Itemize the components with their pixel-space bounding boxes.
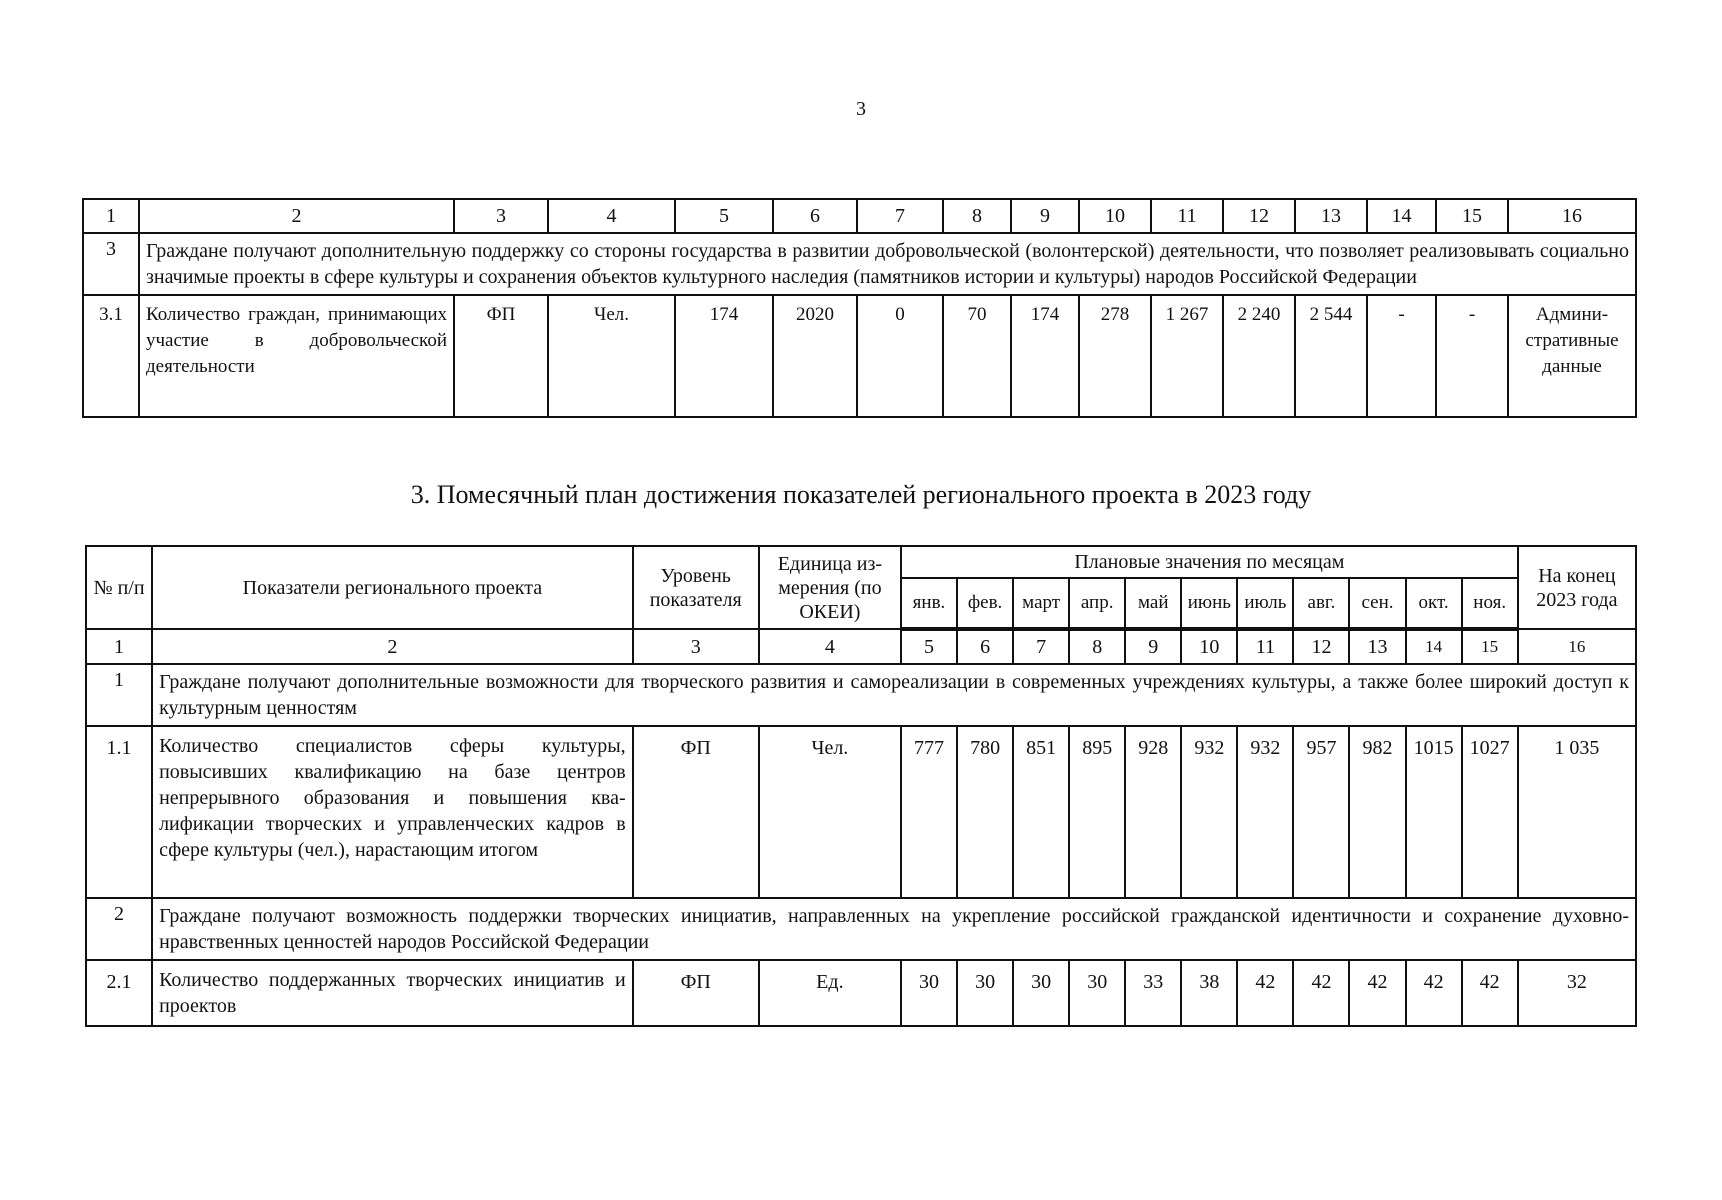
indicator-unit: Чел. [548, 295, 675, 417]
col-number: 11 [1237, 629, 1293, 664]
section-text: Граждане получают дополнительные возможности для творческого развития и самореализации в современных учреждениях культуры, а также более широкий доступ к культурным ценностям [152, 664, 1636, 726]
col-number: 5 [675, 199, 773, 233]
section-text: Граждане получают дополнительную поддержку со стороны государства в развитии добровольческой (волонтерской) деятельности, что позволяет реализовывать социально значимые проекты в сфере культуры и сохранения объектов культурного наследия (памятников истории и культуры) народов Российской Федерации [139, 233, 1636, 295]
section-number: 1 [86, 664, 152, 726]
header-row-top [86, 546, 1636, 578]
end-of-year-value: 1 035 [1518, 726, 1636, 898]
data-source: Административные данные [1508, 295, 1636, 417]
month-value: 42 [1237, 960, 1293, 1026]
month-value: 932 [1181, 726, 1237, 898]
month-header: март [1013, 578, 1069, 629]
col-number: 2 [139, 199, 454, 233]
col-number: 13 [1295, 199, 1367, 233]
col-number: 9 [1011, 199, 1079, 233]
col-number: 2 [152, 629, 633, 664]
month-value: 1015 [1406, 726, 1462, 898]
column-number-row [86, 629, 1636, 664]
month-header: авг. [1293, 578, 1349, 629]
col-number: 9 [1125, 629, 1181, 664]
month-value: 42 [1349, 960, 1405, 1026]
row-number: 1.1 [86, 726, 152, 898]
month-value: 30 [1069, 960, 1125, 1026]
col-number: 3 [454, 199, 548, 233]
section-row [83, 233, 1636, 295]
value-cell: 1 267 [1151, 295, 1223, 417]
monthly-plan-table [85, 545, 1637, 1027]
col-number: 12 [1223, 199, 1295, 233]
indicator-unit: Ед. [759, 960, 901, 1026]
month-header: июнь [1181, 578, 1237, 629]
month-value: 780 [957, 726, 1013, 898]
base-value: 174 [675, 295, 773, 417]
header-unit: Единица измерения (по ОКЕИ) [759, 546, 901, 629]
month-value: 42 [1462, 960, 1518, 1026]
col-number: 4 [759, 629, 901, 664]
col-number: 16 [1508, 199, 1636, 233]
month-header: фев. [957, 578, 1013, 629]
section-title: 3. Помесячный план достижения показателей регионального проекта в 2023 году [410, 480, 1312, 509]
col-number: 10 [1181, 629, 1237, 664]
col-number: 8 [943, 199, 1011, 233]
month-header: июль [1237, 578, 1293, 629]
header-planned-values: Плановые значения по месяцам [901, 546, 1518, 578]
section-row [86, 898, 1636, 960]
indicator-level: ФП [633, 726, 759, 898]
indicator-level: ФП [454, 295, 548, 417]
month-value: 895 [1069, 726, 1125, 898]
value-cell: - [1436, 295, 1508, 417]
row-number: 3.1 [83, 295, 139, 417]
col-number: 10 [1079, 199, 1151, 233]
col-number: 6 [773, 199, 857, 233]
col-number: 1 [83, 199, 139, 233]
month-value: 42 [1406, 960, 1462, 1026]
month-value: 42 [1293, 960, 1349, 1026]
month-value: 851 [1013, 726, 1069, 898]
indicator-unit: Чел. [759, 726, 901, 898]
section-number: 2 [86, 898, 152, 960]
value-cell: 0 [857, 295, 943, 417]
header-indicator: Показатели регионального проекта [152, 546, 633, 629]
month-value: 928 [1125, 726, 1181, 898]
month-value: 957 [1293, 726, 1349, 898]
month-header: май [1125, 578, 1181, 629]
base-year: 2020 [773, 295, 857, 417]
section-number: 3 [83, 233, 139, 295]
value-cell: 174 [1011, 295, 1079, 417]
month-header: янв. [901, 578, 957, 629]
value-cell: 70 [943, 295, 1011, 417]
section-row [86, 664, 1636, 726]
value-cell: 2 544 [1295, 295, 1367, 417]
value-cell: 278 [1079, 295, 1151, 417]
month-header: окт. [1406, 578, 1462, 629]
month-value: 982 [1349, 726, 1405, 898]
col-number: 7 [1013, 629, 1069, 664]
section-text: Граждане получают возможность поддержки творческих инициатив, направленных на укрепление российской гражданской идентичности и сохранение духовно-нравственных ценностей народов Российской Федерации [152, 898, 1636, 960]
month-value: 33 [1125, 960, 1181, 1026]
indicator-name: Количество специалистов сферы культуры, повысивших квалификацию на базе центров непрерывного образования и повышения квалификации творческих и управленческих кадров в сфере культуры (чел.), нарастающим итогом [152, 726, 633, 898]
indicator-row [86, 726, 1636, 898]
value-cell: 2 240 [1223, 295, 1295, 417]
end-of-year-value: 32 [1518, 960, 1636, 1026]
col-number: 11 [1151, 199, 1223, 233]
month-value: 1027 [1462, 726, 1518, 898]
col-number: 8 [1069, 629, 1125, 664]
row-number: 2.1 [86, 960, 152, 1026]
month-value: 932 [1237, 726, 1293, 898]
month-value: 30 [901, 960, 957, 1026]
indicator-level: ФП [633, 960, 759, 1026]
col-number: 16 [1518, 629, 1636, 664]
col-number: 4 [548, 199, 675, 233]
col-number: 6 [957, 629, 1013, 664]
header-level: Уровень показателя [633, 546, 759, 629]
header-end-of-year: На конец 2023 года [1518, 546, 1636, 629]
col-number: 14 [1406, 629, 1462, 664]
month-header: апр. [1069, 578, 1125, 629]
indicator-name: Количество поддержанных творческих инициатив и проектов [152, 960, 633, 1026]
col-number: 13 [1349, 629, 1405, 664]
page-number: 3 [856, 98, 866, 120]
indicators-table-continued [82, 198, 1637, 418]
month-header: сен. [1349, 578, 1405, 629]
col-number: 15 [1436, 199, 1508, 233]
column-number-row [83, 199, 1636, 233]
col-number: 15 [1462, 629, 1518, 664]
col-number: 7 [857, 199, 943, 233]
indicator-row [83, 295, 1636, 417]
col-number: 14 [1367, 199, 1436, 233]
indicator-name: Количество граждан, принимающих участие в добровольческой деятельности [139, 295, 454, 417]
col-number: 12 [1293, 629, 1349, 664]
month-value: 777 [901, 726, 957, 898]
col-number: 1 [86, 629, 152, 664]
header-num: № п/п [86, 546, 152, 629]
col-number: 3 [633, 629, 759, 664]
month-value: 30 [1013, 960, 1069, 1026]
col-number: 5 [901, 629, 957, 664]
value-cell: - [1367, 295, 1436, 417]
indicator-row [86, 960, 1636, 1026]
month-value: 30 [957, 960, 1013, 1026]
month-value: 38 [1181, 960, 1237, 1026]
month-header: ноя. [1462, 578, 1518, 629]
